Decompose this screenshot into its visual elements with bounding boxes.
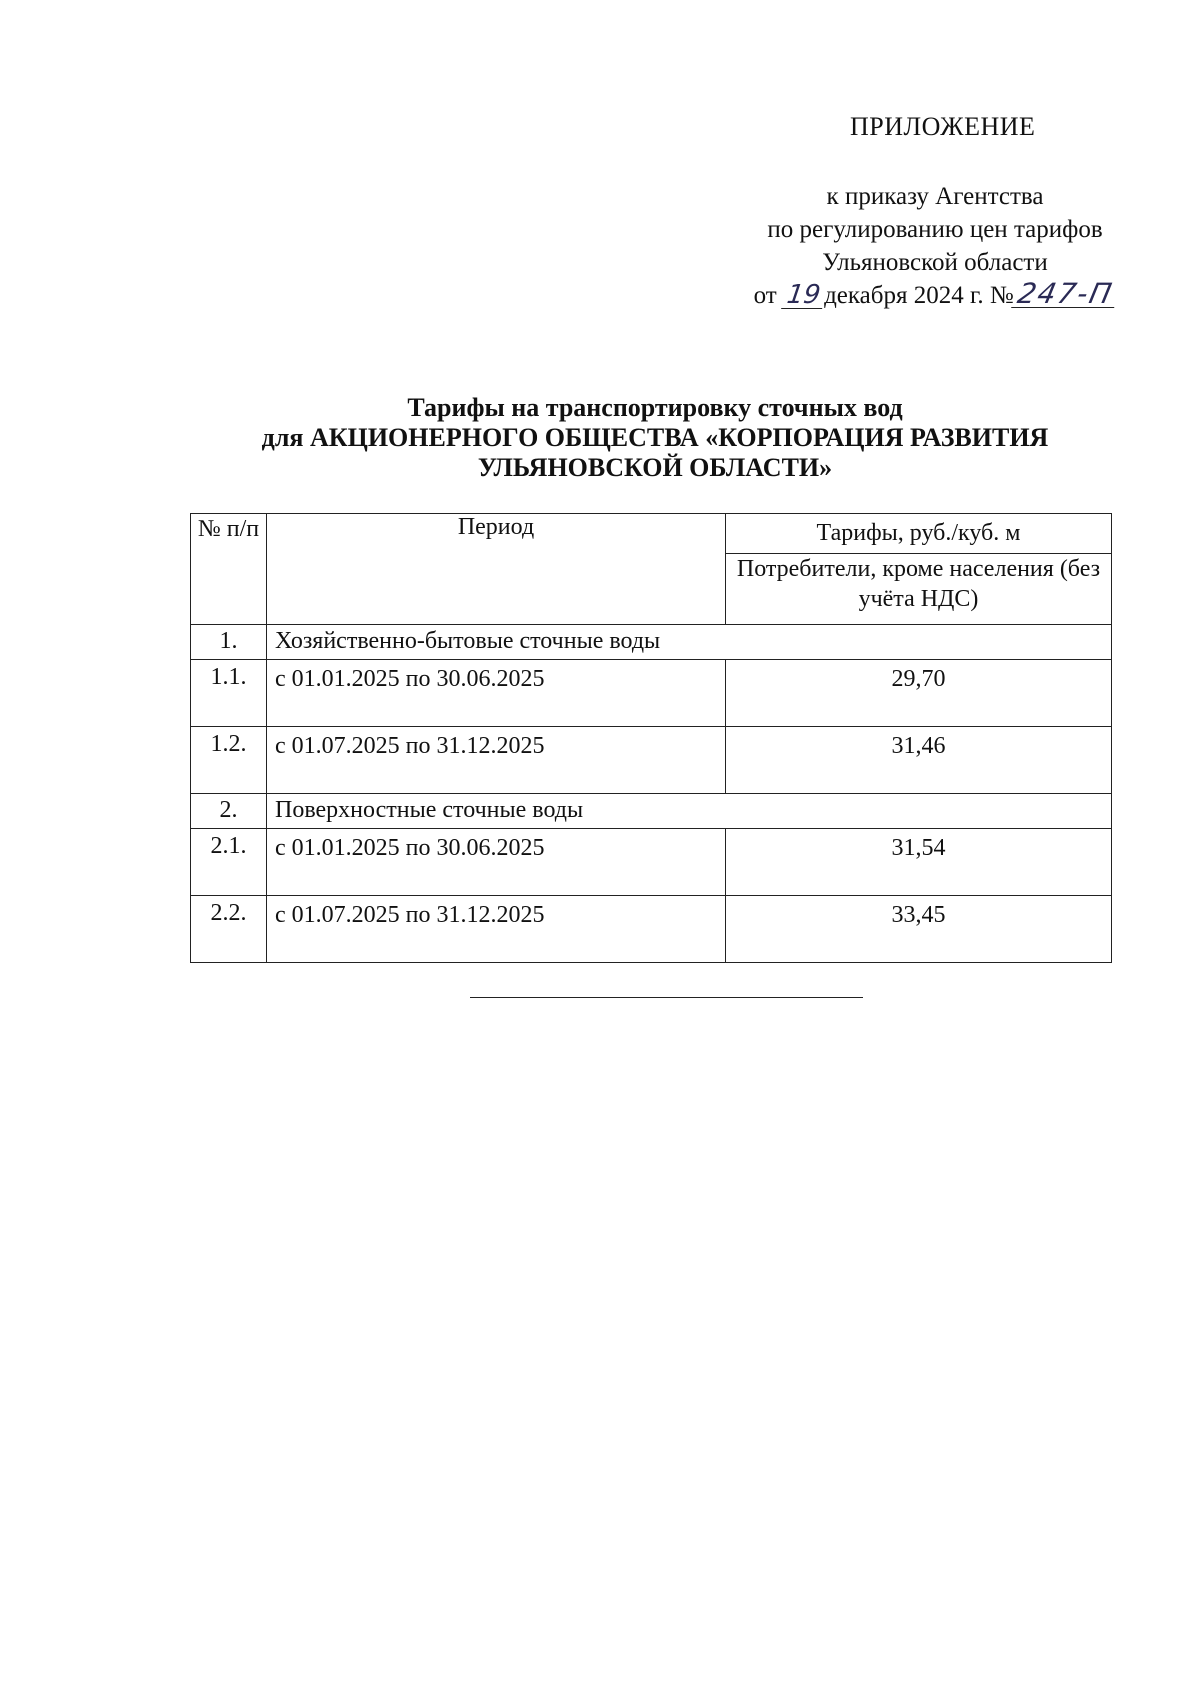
header-period: Период: [267, 514, 726, 625]
group-num: 2.: [191, 794, 267, 829]
title-line: УЛЬЯНОВСКОЙ ОБЛАСТИ»: [477, 453, 833, 482]
table-row: [191, 727, 1112, 794]
date-prefix: от: [753, 282, 777, 309]
order-line: к приказу Агентства: [826, 183, 1044, 210]
group-row: [191, 794, 1112, 829]
table-header-row: [191, 514, 1112, 554]
row-num: 1.2.: [191, 727, 267, 794]
row-num: 1.1.: [191, 660, 267, 727]
table-row: [191, 660, 1112, 727]
header-tariffs: Тарифы, руб./куб. м: [726, 514, 1112, 554]
row-period: с 01.07.2025 по 31.12.2025: [267, 896, 726, 963]
order-line: Ульяновской области: [822, 249, 1048, 276]
title-line: для АКЦИОНЕРНОГО ОБЩЕСТВА «КОРПОРАЦИЯ РАЗВИТИЯ: [261, 423, 1049, 452]
order-reference: [720, 180, 1150, 312]
row-period: с 01.07.2025 по 31.12.2025: [267, 727, 726, 794]
group-label: Поверхностные сточные воды: [267, 794, 1112, 829]
end-divider: [470, 997, 863, 998]
title-line: Тарифы на транспортировку сточных вод: [407, 393, 903, 422]
order-line: по регулированию цен тарифов: [767, 216, 1103, 243]
group-num: 1.: [191, 625, 267, 660]
table-row: [191, 829, 1112, 896]
table-row: [191, 896, 1112, 963]
header-num: № п/п: [191, 514, 267, 625]
appendix-label: ПРИЛОЖЕНИЕ: [850, 112, 1036, 141]
row-period: с 01.01.2025 по 30.06.2025: [267, 829, 726, 896]
header-consumers: Потребители, кроме населения (без учёта НДС): [726, 554, 1112, 625]
row-tariff-value: 31,54: [726, 829, 1112, 896]
row-tariff-value: 31,46: [726, 727, 1112, 794]
date-rest: декабря 2024 г. №: [824, 282, 1014, 309]
row-tariff-value: 33,45: [726, 896, 1112, 963]
document-title: [190, 393, 1120, 483]
group-row: [191, 625, 1112, 660]
handwritten-order-number: 247-П: [1011, 281, 1119, 308]
handwritten-day: 19: [781, 282, 826, 309]
row-tariff-value: 29,70: [726, 660, 1112, 727]
row-num: 2.1.: [191, 829, 267, 896]
tariffs-table: [190, 513, 1112, 963]
order-date-line: [720, 279, 1150, 312]
row-num: 2.2.: [191, 896, 267, 963]
row-period: с 01.01.2025 по 30.06.2025: [267, 660, 726, 727]
group-label: Хозяйственно-бытовые сточные воды: [267, 625, 1112, 660]
